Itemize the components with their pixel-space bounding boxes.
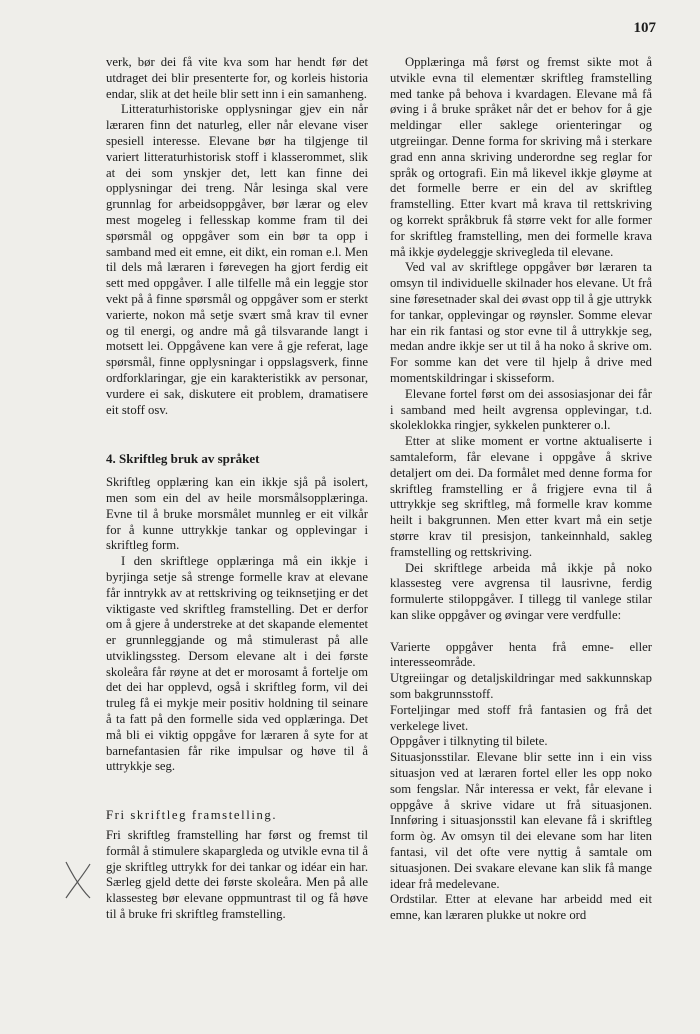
paragraph: Opplæringa må først og fremst sikte mot å utvikle evna til elementær skriftleg framstelling med tanke på behova i kvardagen. Elevane må få øving i å bruke språket når det er behov for å gje meldingar eller saklege orienteringar og utgreiingar. Denne forma for skriving må i sterkare grad enn anna skriving underordne seg reglar for språk og ortografi. Ein må likevel ikkje gløyme at det formelle berre er ein del av skriftleg framstelling. Etter kvart må krava til rettskriving og korrekt språkbruk få større vekt for alle former for skriftleg framstelling, men dei formelle krava må ikkje øydeleggje skrivegleda til elevane.	[390, 55, 652, 259]
paragraph: Fri skriftleg framstelling har først og fremst til formål å stimulere skapargleda og utvikle evna til å gje skriftleg uttrykk for dei tankar og idéar ein har. Særleg gjeld dette dei første skoleåra. Men på alle klassesteg bør elevane oppmuntrast til og få høve til å bruke fri skriftleg framstelling.	[106, 828, 368, 922]
paragraph: Ved val av skriftlege oppgåver bør læraren ta omsyn til individuelle skilnader hos elevane. Ut frå sine føresetnader skal dei øvast opp til å gje uttrykk for tankar, opplevingar og røynsler. Somme elevar har ein rik fantasi og stor evne til å uttrykkje seg, medan andre ikkje ser ut til å ha noko å skrive om. For somme kan det vere til hjelp å drive med momentskildringar i skisseform.	[390, 260, 652, 385]
list-item: Forteljingar med stoff frå fantasien og frå det verkelege livet.	[390, 702, 652, 733]
left-column	[106, 55, 368, 923]
paragraph: Litteraturhistoriske opplysningar gjev ein når læraren finn det naturleg, eller når elevane viser spesiell interesse. Elevane bør ha tilgjenge til variert litteraturhistorisk stoff i klasserommet, slik at dei som ynskjer det, lett kan finne dei opplysningar dei treng. Når lesinga skal vere grunnlag for arbeidsoppgåver, bør lærar og elev mest mogeleg i fellesskap komme fram til dei spørsmål og oppgåver som ein bør ta opp i samband med eit emne, eit dikt, ein roman e.l. Men til dels må læraren i førevegen ha gjort ferdig eit sett med oppgåver. I alle tilfelle må ein leggje stor vekt på å finne spørsmål og oppgåver som er sterkt varierte, nokon må setje svært små krav til evner og til energi, og andre må gå tilsvarande langt i motsett lei. Oppgåvene kan vere å gje referat, lage spørsmål, finne opplysningar i oppslagsverk, finne ordforklaringar, gje ein karakteristikk av personar, vurdere ei sak, diskutere eit problem, dramatisere eit stoff osv.	[106, 102, 368, 417]
paragraph: I den skriftlege opplæringa må ein ikkje i byrjinga setje så strenge formelle krav at elevane får inntrykk av at rettskriving og teiknsetjing er det viktigaste ved skriftleg framstelling. Det er derfor om å gjere å understreke at det skapande elementet er grunnleggjande og må stimulerast på alle utviklingssteg. Dersom elevane alt i dei første skoleåra får røyne at det er morosamt å fortelje om det dei har opplevd, også i skriftleg form, vil dei truleg få ei mykje meir positiv holdning til seinare å ta fatt på den formelle sida ved opplæringa. Det må bli ei viktig oppgåve for læraren å syte for at barnefantasien får rike impulsar og høve til å uttrykkje seg.	[106, 554, 368, 774]
section-heading: 4. Skriftleg bruk av språket	[106, 451, 260, 467]
list-item: Ordstilar. Etter at elevane har arbeidd med eit emne, kan læraren plukke ut nokre ord	[390, 892, 652, 923]
handwritten-cross-mark	[60, 858, 96, 902]
list-item: Oppgåver i tilknyting til bilete.	[390, 734, 548, 749]
right-column	[390, 55, 652, 924]
sub-heading: Fri skriftleg framstelling.	[106, 808, 278, 823]
list-item: Varierte oppgåver henta frå emne- eller interesseområde.	[390, 639, 652, 670]
list-item: Situasjonsstilar. Elevane blir sette inn i ein viss situasjon ved at læraren fortel eller les opp noko som fengslar. Når interessa er vekt, får elevane i oppgåve å skrive vidare ut frå situasjonen. Innføring i situasjonsstil kan elevane få i skriftleg form òg. Av omsyn til dei elevane som har liten fantasi, vil det ofte vere nyttig å samtale om situasjonen. Dei svakare elevane kan slik få mange idear frå medelevane.	[390, 750, 652, 891]
paragraph: Etter at slike moment er vortne aktualiserte i samtaleform, får elevane i oppgåve å skrive detaljert om dei. Da formålet med denne forma for skriftleg framstelling er å frigjere evna til å uttrykkje seg skriftleg, må formelle krav komme heilt i bakgrunnen. Men etter kvart må ein setje større krav til presisjon, tankeinnhald, sakleg framstelling og rettskriving.	[390, 434, 652, 559]
paragraph: Elevane fortel først om dei assosiasjonar dei får i samband med heilt avgrensa opplevingar, t.d. skoleklokka ringjer, sykkelen punkterer o.l.	[390, 386, 652, 433]
list-item: Utgreiingar og detaljskildringar med sakkunnskap som bakgrunnsstoff.	[390, 671, 652, 702]
page-number: 107	[633, 20, 656, 36]
exercise-list	[390, 640, 652, 924]
paragraph: Skriftleg opplæring kan ein ikkje sjå på isolert, men som ein del av heile morsmålsopplæringa. Evne til å bruke morsmålet munnleg er eit vilkår for å kunne uttrykkje tankar og opplevingar i skriftleg form.	[106, 475, 368, 553]
paragraph: verk, bør dei få vite kva som har hendt før det utdraget dei blir presenterte for, og korleis historia endar, slik at det heile blir sett inn i ein samanheng.	[106, 55, 368, 101]
paragraph: Dei skriftlege arbeida må ikkje på noko klassesteg vere avgrensa til lausrivne, ferdig formulerte stiloppgåver. I tillegg til vanlege stilar kan slike oppgåver og øvingar vere verdfulle:	[390, 560, 652, 622]
